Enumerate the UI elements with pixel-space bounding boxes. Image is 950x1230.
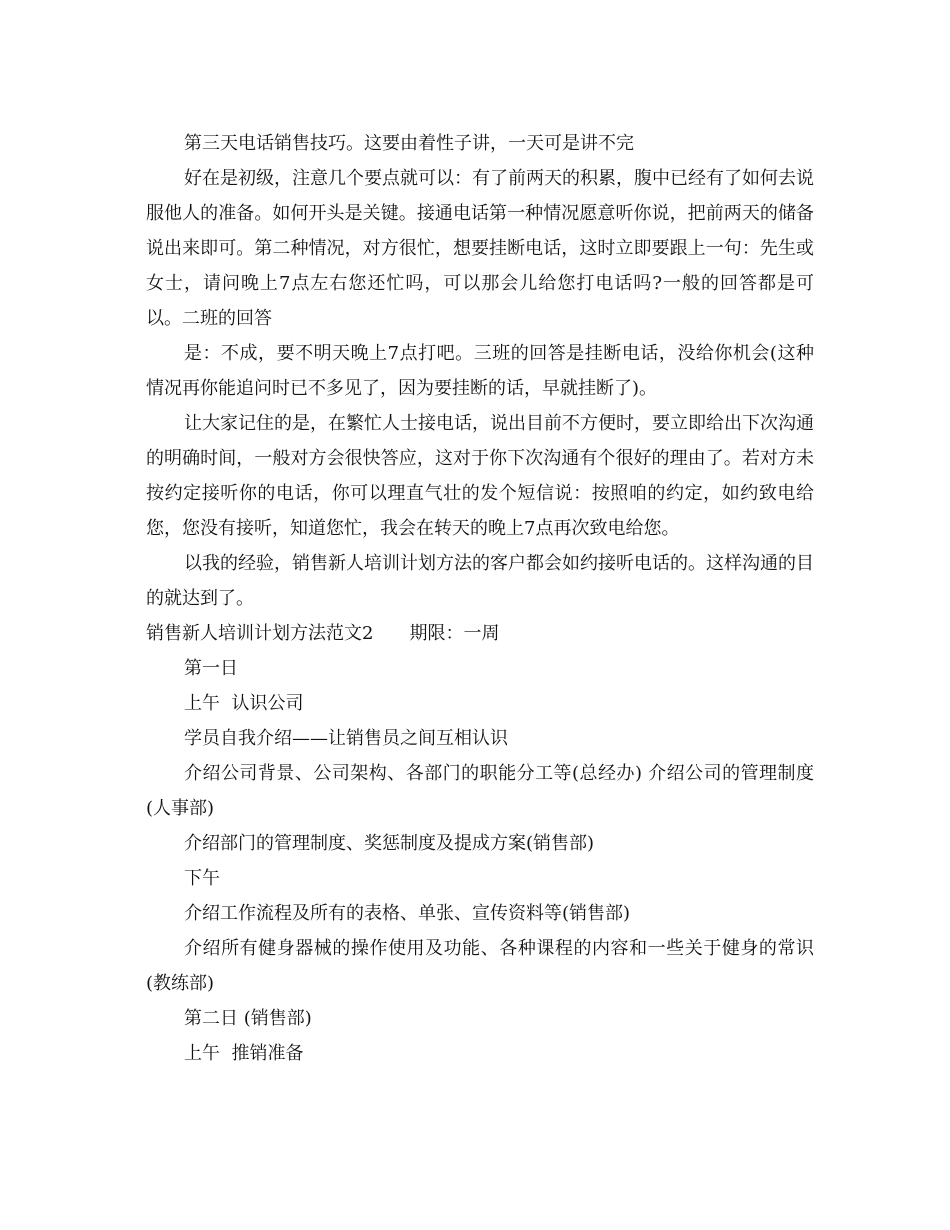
list-item: 下午 [184, 868, 220, 889]
list-item: 第二日 (销售部) [184, 1008, 312, 1029]
list-item: 上午 推销准备 [184, 1043, 304, 1064]
list-item: 上午 认识公司 [184, 693, 304, 714]
list-item: 介绍工作流程及所有的表格、单张、宣传资料等(销售部) [184, 903, 631, 924]
list-item: 第一日 [184, 658, 238, 679]
paragraph: 以我的经验，销售新人培训计划方法的客户都会如约接听电话的。这样沟通的目的就达到了。 [146, 553, 814, 609]
paragraph: 让大家记住的是，在繁忙人士接电话，说出目前不方便时，要立即给出下次沟通的明确时间，一般对方会很快答应，这对于你下次沟通有个很好的理由了。若对方未按约定接听你的电话，你可以理直气壮的发个短信说：按照咱的约定，如约致电给您，您没有接听，知道您忙，我会在转天的晚上7点再次致电给您。 [146, 413, 814, 539]
section-heading [146, 616, 814, 651]
section-period: 期限：一周 [409, 623, 500, 644]
list-item: 介绍部门的管理制度、奖惩制度及提成方案(销售部) [184, 833, 595, 854]
document-body [146, 126, 814, 1071]
list-item: 学员自我介绍——让销售员之间互相认识 [184, 728, 508, 749]
paragraph: 第三天电话销售技巧。这要由着性子讲，一天可是讲不完 [184, 133, 634, 154]
list-item: 介绍所有健身器械的操作使用及功能、各种课程的内容和一些关于健身的常识(教练部) [146, 938, 814, 994]
paragraph: 好在是初级，注意几个要点就可以：有了前两天的积累，腹中已经有了如何去说服他人的准备。如何开头是关键。接通电话第一种情况愿意听你说，把前两天的储备说出来即可。第二种情况，对方很忙，想要挂断电话，这时立即要跟上一句：先生或女士，请问晚上7点左右您还忙吗，可以那会儿给您打电话吗?一般的回答都是可以。二班的回答 [146, 168, 814, 329]
paragraph: 是：不成，要不明天晚上7点打吧。三班的回答是挂断电话，没给你机会(这种情况再你能追问时已不多见了，因为要挂断的话，早就挂断了)。 [146, 343, 814, 399]
section-title: 销售新人培训计划方法范文2 [146, 623, 374, 644]
list-item: 介绍公司背景、公司架构、各部门的职能分工等(总经办) 介绍公司的管理制度(人事部) [146, 763, 814, 819]
